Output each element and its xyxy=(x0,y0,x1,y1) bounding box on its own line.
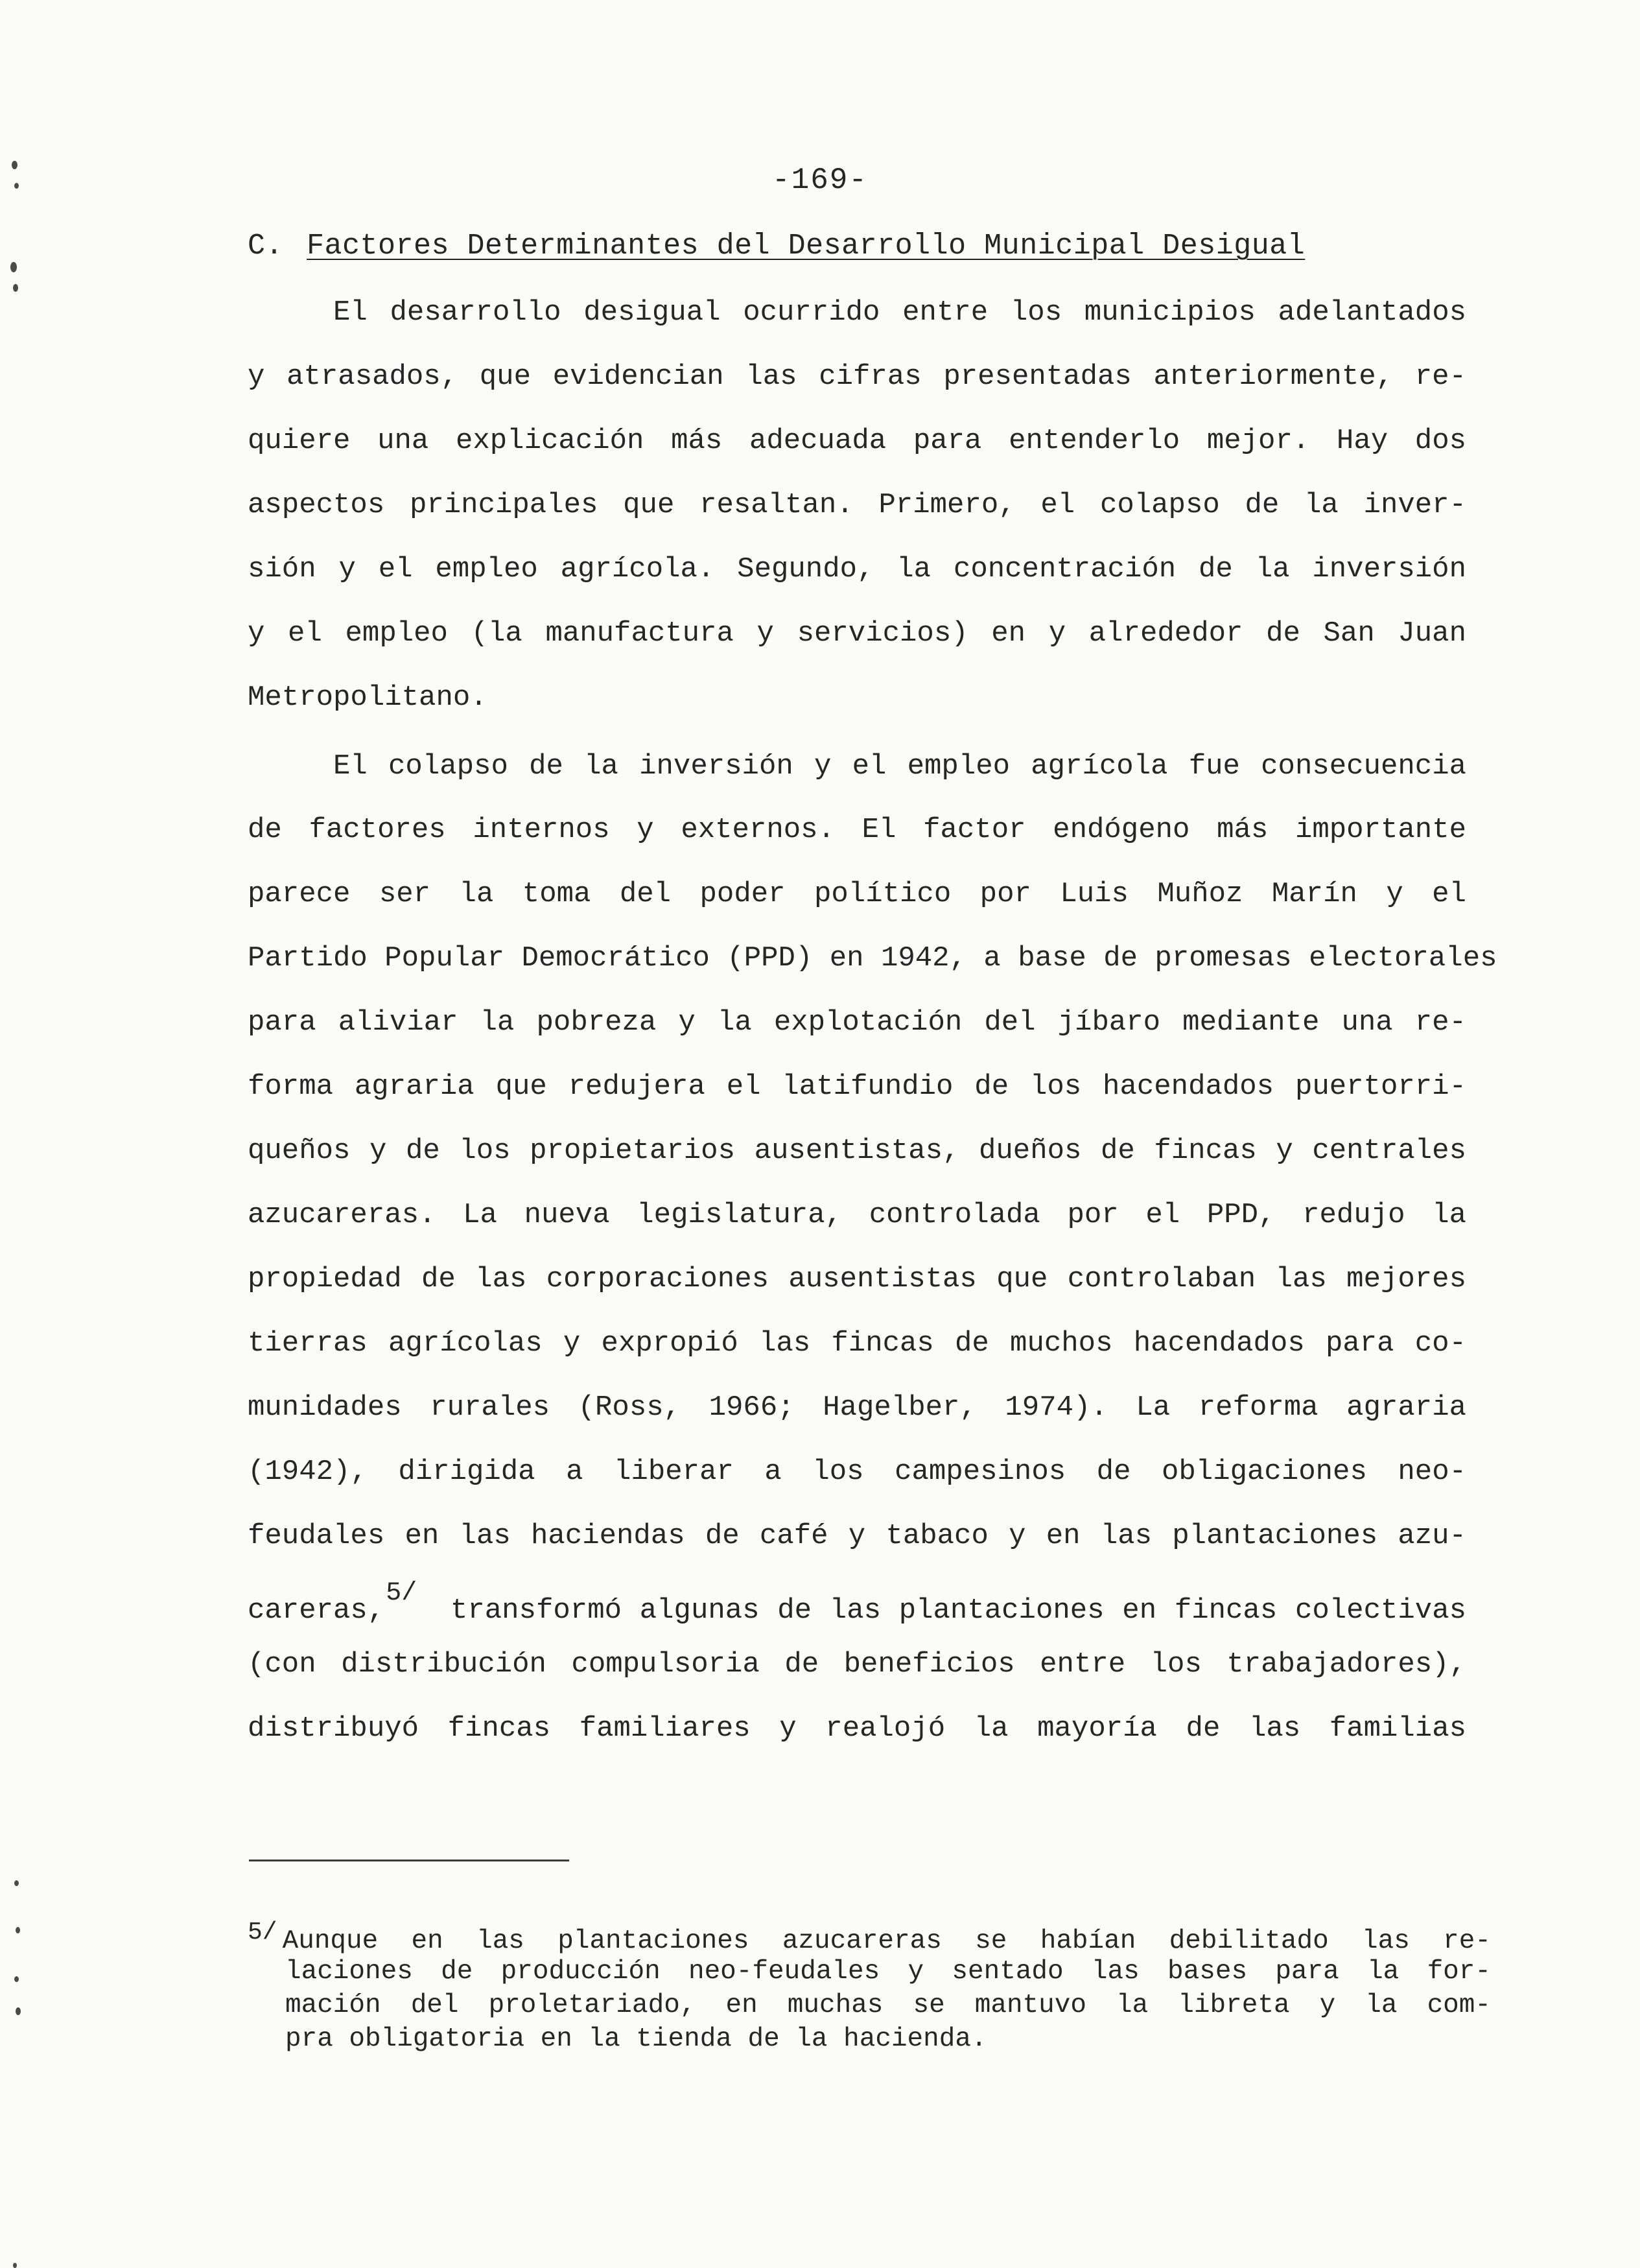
scan-speck xyxy=(10,262,17,272)
paragraph-2-line: (con distribución compulsoria de beneficios entre los trabajadores), xyxy=(248,1648,1466,1681)
footnote-line: pra obligatoria en la tienda de la hacienda. xyxy=(285,2024,987,2054)
scan-speck xyxy=(14,1976,19,1982)
paragraph-1-line: Metropolitano. xyxy=(248,681,487,714)
footnote-rule xyxy=(249,1860,569,1861)
paragraph-2-line: parece ser la toma del poder político por Luis Muñoz Marín y el xyxy=(248,878,1466,910)
paragraph-2-line: tierras agrícolas y expropió las fincas de muchos hacendados para co- xyxy=(248,1327,1466,1360)
paragraph-2-line: feudales en las haciendas de café y tabaco y en las plantaciones azu- xyxy=(248,1520,1466,1552)
paragraph-1-line: y el empleo (la manufactura y servicios) en y alrededor de San Juan xyxy=(248,617,1466,650)
footnote-text: Aunque en las plantaciones azucareras se habían debilitado las re- xyxy=(282,1926,1491,1956)
paragraph-2-line: para aliviar la pobreza y la explotación del jíbaro mediante una re- xyxy=(248,1006,1466,1039)
footnote-line xyxy=(248,1920,1491,1959)
paragraph-2-line: El colapso de la inversión y el empleo agrícola fue consecuencia xyxy=(333,750,1466,783)
paragraph-2-line: Partido Popular Democrático (PPD) en 1942, a base de promesas electorales xyxy=(248,942,1497,975)
paragraph-1-line: aspectos principales que resaltan. Primero, el colapso de la inver- xyxy=(248,489,1466,521)
paragraph-1-line: sión y el empleo agrícola. Segundo, la concentración de la inversión xyxy=(248,553,1466,585)
paragraph-1-line: y atrasados, que evidencian las cifras presentadas anteriormente, re- xyxy=(248,360,1466,393)
section-letter: C. xyxy=(248,230,284,263)
section-heading xyxy=(248,230,1305,263)
footnote-line: laciones de producción neo-feudales y sentado las bases para la for- xyxy=(285,1957,1491,1987)
footnote-reference: 5/ xyxy=(386,1579,417,1608)
footnote-line-after: transformó algunas de las plantaciones en fincas colectivas xyxy=(450,1594,1466,1627)
paragraph-2-line: azucareras. La nueva legislatura, controlada por el PPD, redujo la xyxy=(248,1199,1466,1231)
paragraph-1-line: El desarrollo desigual ocurrido entre los municipios adelantados xyxy=(333,296,1466,329)
paragraph-2-line: distribuyó fincas familiares y realojó la mayoría de las familias xyxy=(248,1712,1466,1745)
scan-speck xyxy=(13,2263,17,2268)
scan-speck xyxy=(16,2007,21,2015)
scan-speck xyxy=(13,284,18,292)
section-title: Factores Determinantes del Desarrollo Municipal Desigual xyxy=(307,230,1306,263)
paragraph-2-line: forma agraria que redujera el latifundio de los hacendados puertorri- xyxy=(248,1070,1466,1103)
paragraph-2-line: (1942), dirigida a liberar a los campesinos de obligaciones neo- xyxy=(248,1456,1466,1488)
page-number: -169- xyxy=(771,163,869,197)
scan-speck xyxy=(14,1880,19,1886)
paragraph-2-line: queños y de los propietarios ausentistas, dueños de fincas y centrales xyxy=(248,1135,1466,1167)
footnote-mark: 5/ xyxy=(248,1919,277,1946)
footnote-line: mación del proletariado, en muchas se mantuvo la libreta y la com- xyxy=(285,1990,1491,2020)
paragraph-1-line: quiere una explicación más adecuada para entenderlo mejor. Hay dos xyxy=(248,425,1466,457)
paragraph-2-line: propiedad de las corporaciones ausentistas que controlaban las mejores xyxy=(248,1263,1466,1295)
paragraph-2-line: munidades rurales (Ross, 1966; Hagelber, 1974). La reforma agraria xyxy=(248,1391,1466,1424)
paragraph-2-footnote-line xyxy=(248,1581,1466,1630)
scan-speck xyxy=(16,1927,20,1933)
footnote-line-before: careras, xyxy=(248,1594,385,1627)
paragraph-2-line: de factores internos y externos. El factor endógeno más importante xyxy=(248,814,1466,846)
